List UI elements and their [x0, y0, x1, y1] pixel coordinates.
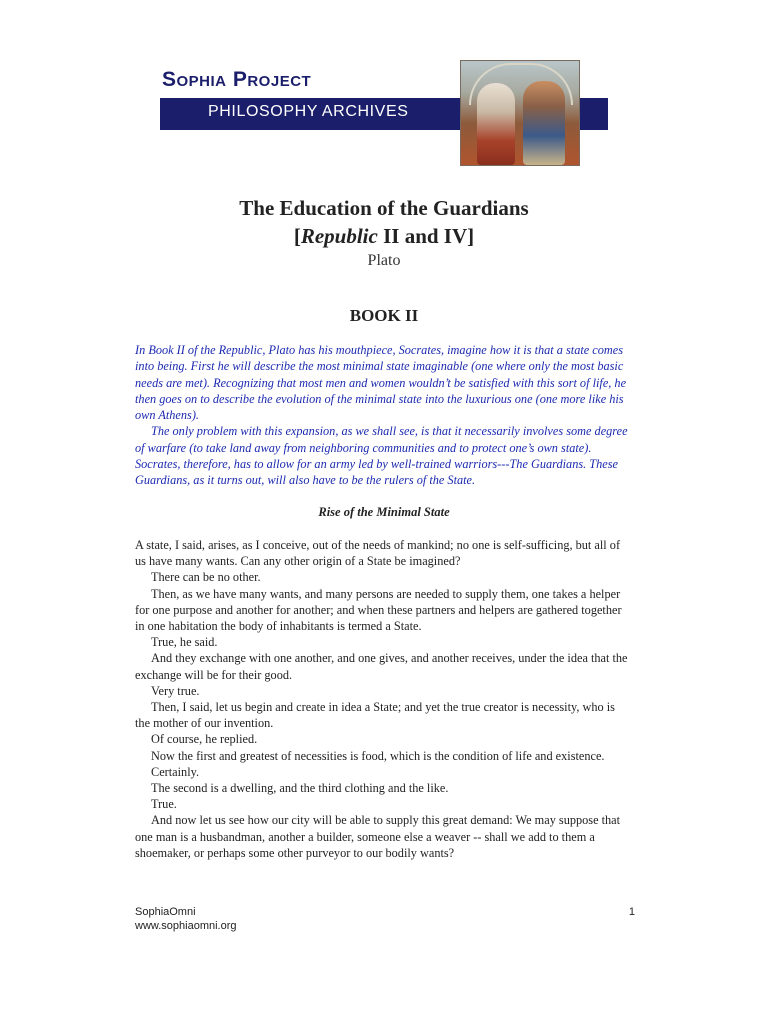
dialogue-paragraph: Very true. — [151, 683, 200, 698]
document-subtitle — [0, 222, 768, 250]
dialogue-paragraph: Now the first and greatest of necessities is food, which is the condition of life and existence. — [151, 748, 605, 763]
painting-figure-aristotle — [523, 81, 565, 165]
dialogue-paragraph: Then, I said, let us begin and create in idea a State; and yet the true creator is necessity, who is the mother of our invention. — [135, 700, 615, 731]
book-heading: BOOK II — [349, 306, 419, 325]
document-title: The Education of the Guardians — [239, 196, 529, 220]
dialogue-paragraph: Certainly. — [151, 764, 200, 779]
dialogue-paragraph: And they exchange with one another, and one gives, and another receives, under the idea that the exchange will be for their good. — [135, 651, 628, 682]
document-author: Plato — [367, 252, 401, 269]
dialogue-text — [135, 537, 630, 861]
footer-org: SophiaOmni — [135, 906, 196, 918]
painting-figure-plato — [477, 83, 515, 165]
dialogue-paragraph: Of course, he replied. — [151, 732, 258, 747]
dialogue-paragraph: The second is a dwelling, and the third clothing and the like. — [151, 781, 449, 796]
brand-title: Sophia Project — [162, 68, 312, 91]
dialogue-paragraph: Then, as we have many wants, and many persons are needed to supply them, one takes a helper for one purpose and another for another; and when these partners and helpers are gathered together in one habitation the body of inhabitants is termed a State. — [135, 586, 622, 634]
subtitle-rest: II and IV] — [377, 224, 475, 248]
dialogue-paragraph: A state, I said, arises, as I conceive, out of the needs of mankind; no one is self-sufficing, but all of us have many wants. Can any other origin of a State be imagined? — [135, 538, 621, 569]
dialogue-paragraph: True, he said. — [151, 635, 218, 650]
dialogue-paragraph: There can be no other. — [151, 570, 261, 585]
brand-subtitle: PHILOSOPHY ARCHIVES — [208, 103, 409, 120]
section-heading: Rise of the Minimal State — [318, 505, 450, 519]
school-of-athens-image — [460, 60, 580, 166]
dialogue-paragraph: And now let us see how our city will be able to supply this great demand: We may suppose that one man is a husbandman, another a builder, someone else a weaver -- shall we add to them a shoemaker, or perhaps some other purveyor to our bodily wants? — [135, 813, 621, 860]
page-footer — [135, 905, 635, 933]
title-block — [0, 194, 768, 272]
page-number: 1 — [628, 906, 635, 918]
intro-summary — [135, 342, 630, 489]
intro-paragraph: The only problem with this expansion, as we shall see, is that it necessarily involves some degree of warfare (to take land away from neighboring communities and to protect one’s own state). Socrates, therefore, has to allow for an army led by well-trained warriors---The Guardians. These Guardians, as it turns out, will also have to be the rulers of the State. — [135, 424, 628, 488]
dialogue-paragraph: True. — [151, 797, 177, 812]
footer-url[interactable]: www.sophiaomni.org — [135, 920, 237, 932]
sophia-project-header — [160, 60, 620, 170]
subtitle-italic: Republic — [300, 224, 378, 248]
subtitle-open-bracket: [ — [293, 224, 301, 248]
intro-paragraph: In Book II of the Republic, Plato has his mouthpiece, Socrates, imagine how it is that a state comes into being. First he will describe the most minimal state imaginable (one where only the most basic needs are met). Recognizing that most men and women wouldn’t be satisfied with this sort of life, he then goes on to describe the evolution of the minimal state into the luxurious one (one more like his own Athens). — [135, 343, 627, 423]
